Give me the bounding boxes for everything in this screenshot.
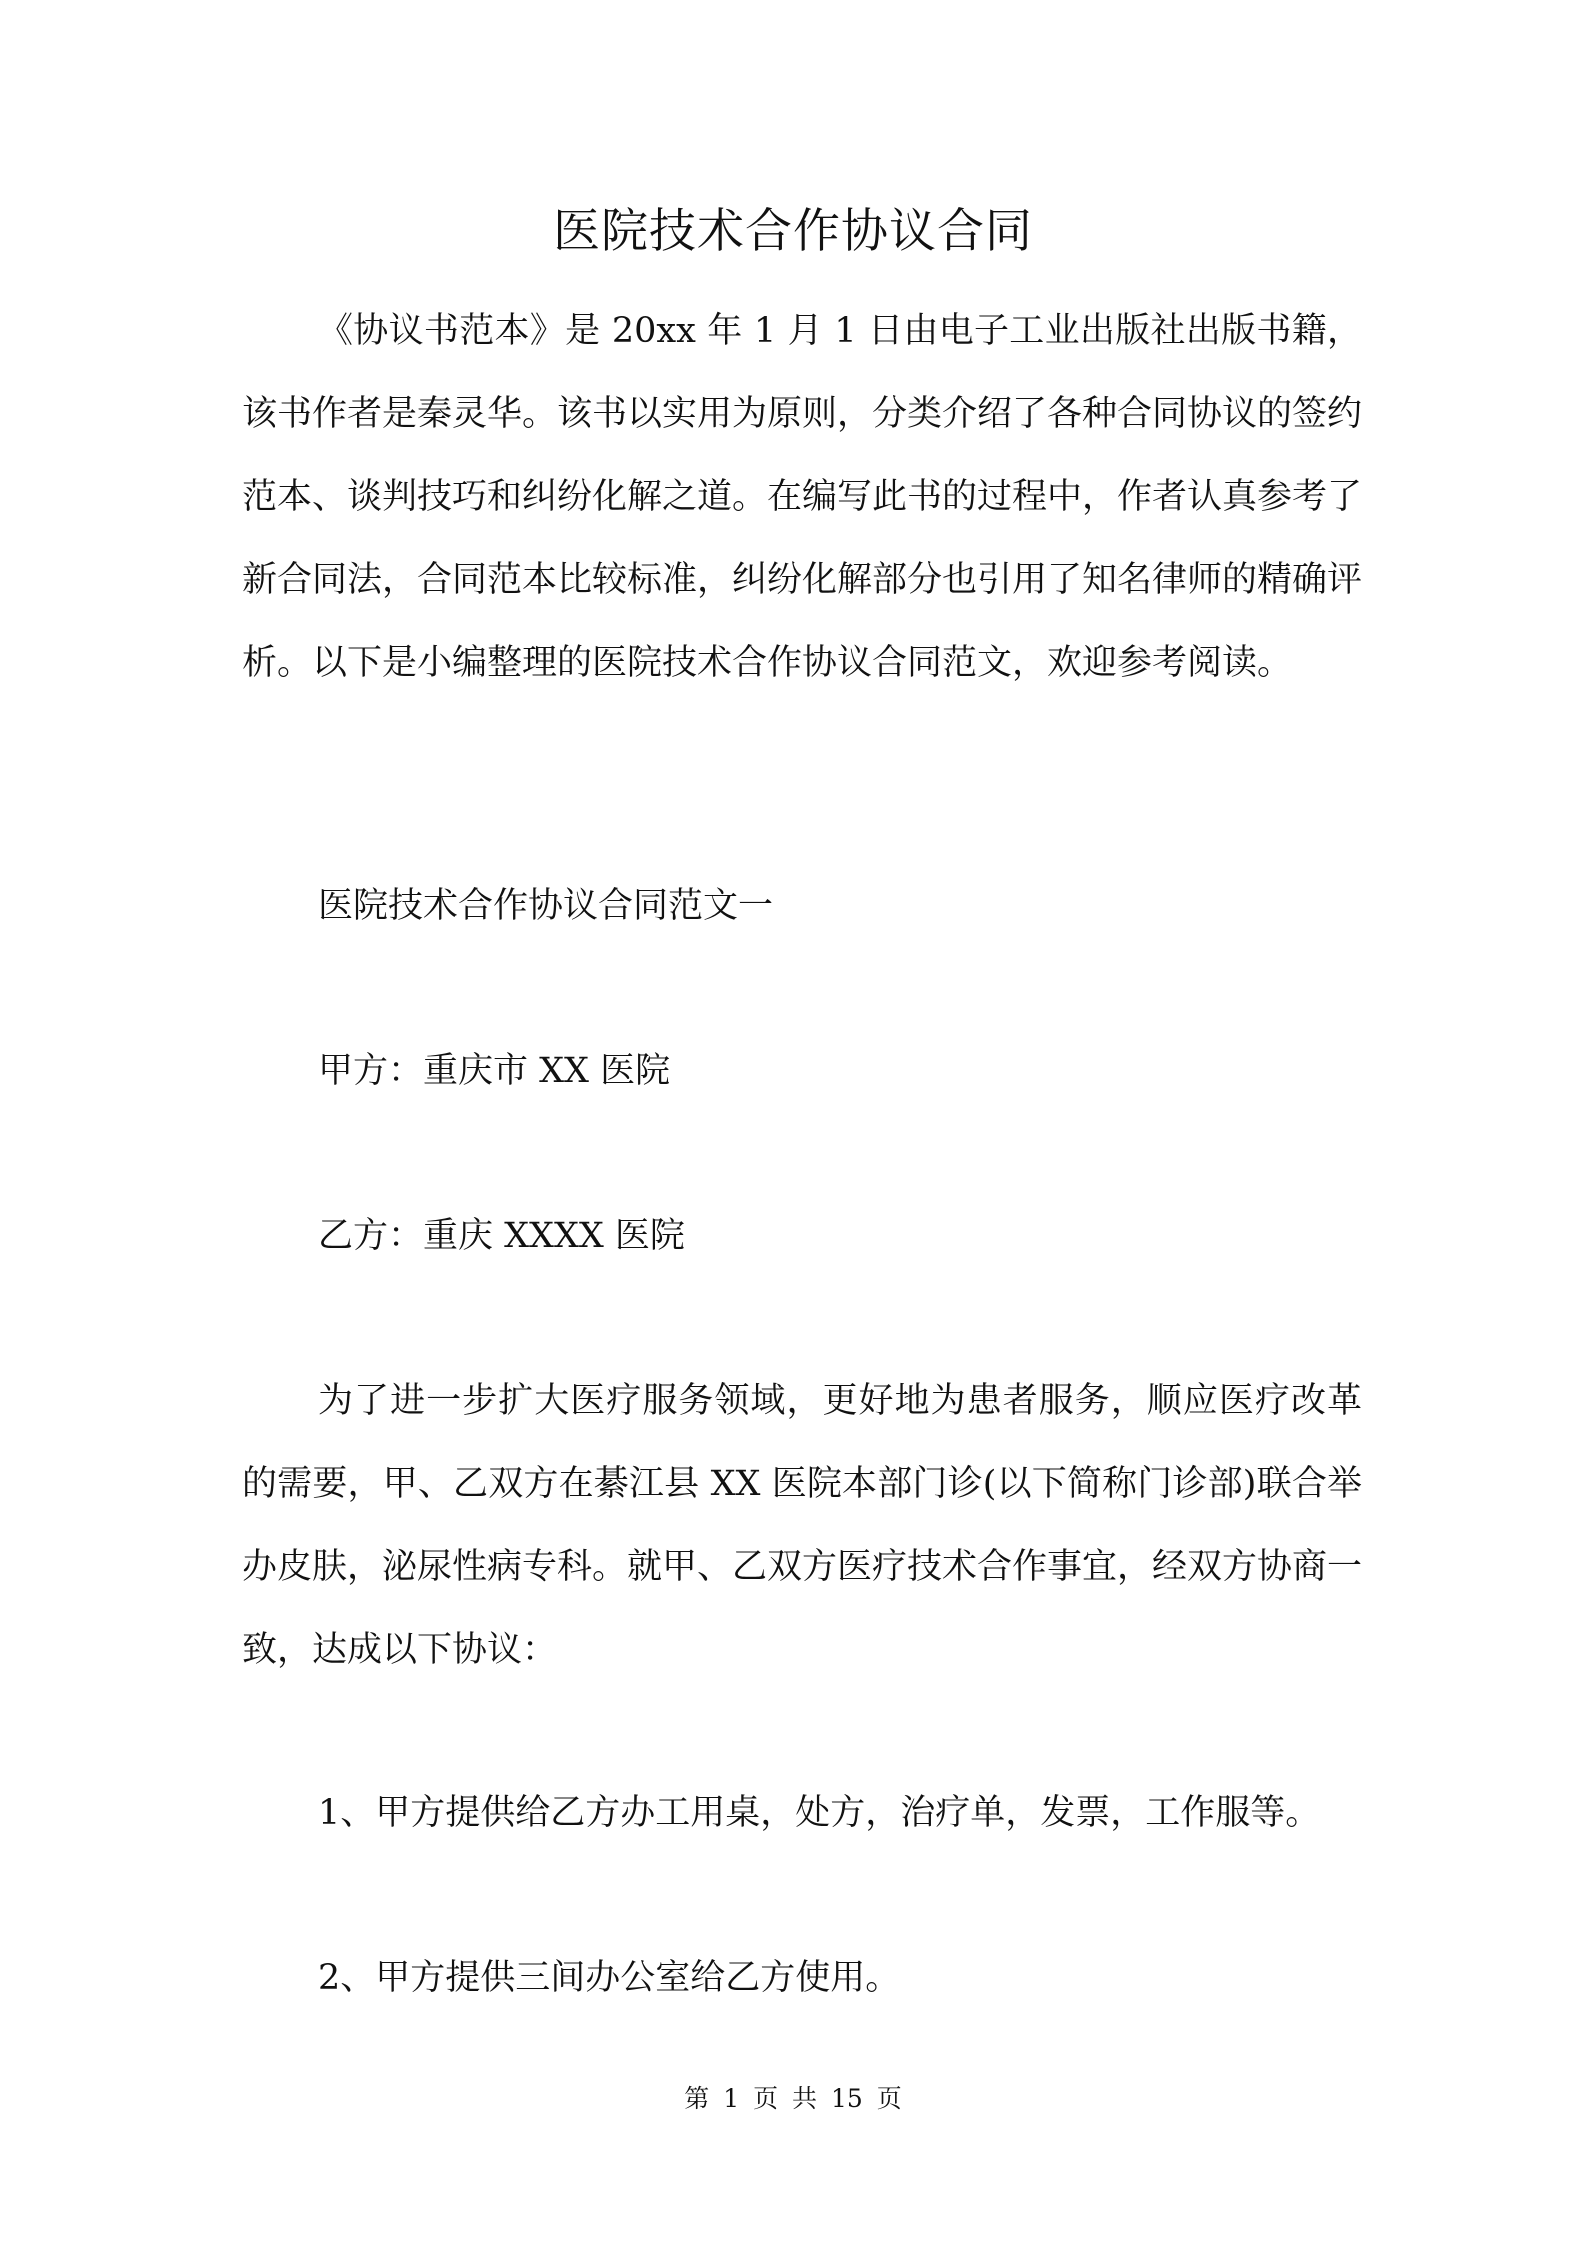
clause-item: 2、甲方提供三间办公室给乙方使用。 (318, 1958, 901, 1998)
document-title: 医院技术合作协议合同 (553, 204, 1033, 259)
preamble-paragraph: 为了进一步扩大医疗服务领域，更好地为患者服务，顺应医疗改革的需要，甲、乙双方在綦江县 XX 医院本部门诊(以下简称门诊部)联合举办皮肤，泌尿性病专科。就甲、乙双方医疗技术合作事宜，经双方协商一致，达成以下协议： (242, 1381, 1363, 1670)
party-a-line: 甲方：重庆市 XX 医院 (318, 1051, 671, 1091)
party-b-line: 乙方：重庆 XXXX 医院 (318, 1216, 685, 1256)
intro-paragraph: 《协议书范本》是 20xx 年 1 月 1 日由电子工业出版社出版书籍，该书作者是秦灵华。该书以实用为原则，分类介绍了各种合同协议的签约范本、谈判技巧和纠纷化解之道。在编写此书的过程中，作者认真参考了新合同法，合同范本比较标准，纠纷化解部分也引用了知名律师的精确评析。以下是小编整理的医院技术合作协议合同范文，欢迎参考阅读。 (242, 311, 1363, 683)
page-number: 第 1 页 共 15 页 (684, 2084, 902, 2113)
section-heading: 医院技术合作协议合同范文一 (318, 886, 774, 926)
clause-item: 1、甲方提供给乙方办工用桌，处方，治疗单，发票，工作服等。 (318, 1793, 1321, 1833)
